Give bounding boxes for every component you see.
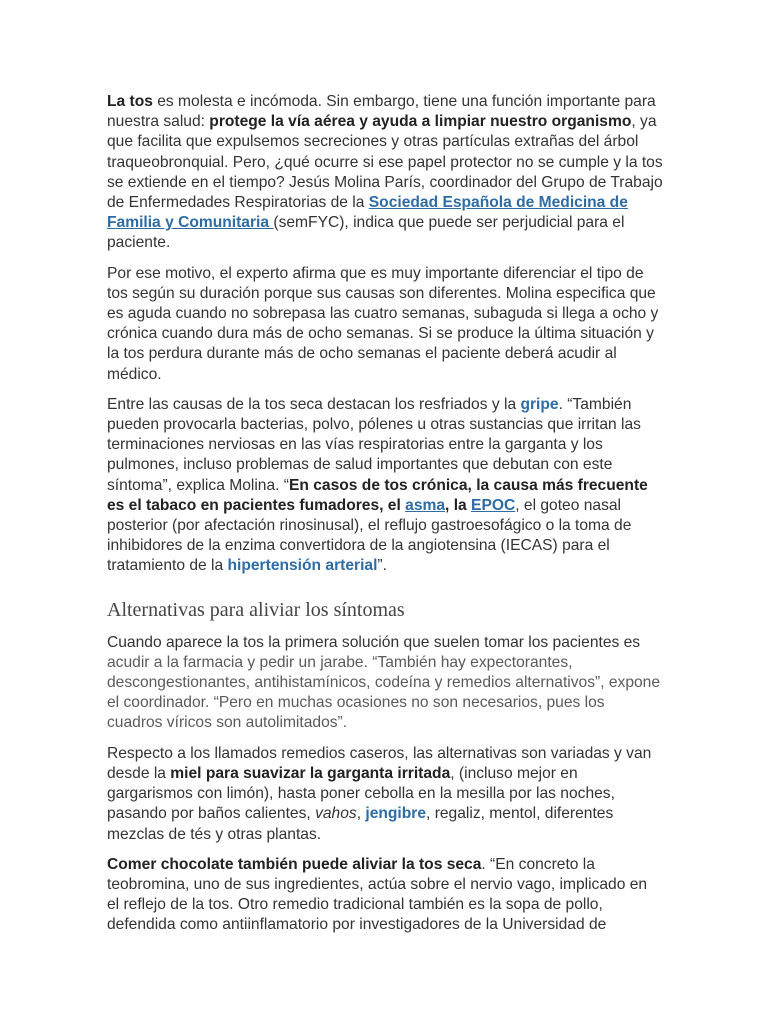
text: (semFYC), indica que puede ser perjudicial para el paciente. [107,214,625,252]
link-hipertension[interactable]: hipertensión arterial [227,557,378,575]
link-jengibre[interactable]: jengibre [365,805,427,823]
link-epoc[interactable]: EPOC [471,496,516,514]
paragraph-home-remedies [107,744,663,845]
text: ”. [377,557,387,575]
text: Entre las causas de la tos seca destacan los resfriados y la [107,395,521,413]
text: . “En concreto la teobromina, uno de sus ingredientes, actúa sobre el nervio vago, implicado en el reflejo de la tos. Otro remedio tradicional también es la sopa de pollo, defendida como antiinflamatorio por investigadores de la Universidad de [107,855,648,934]
paragraph-intro [107,92,663,254]
highlight-bold: protege la vía aérea y ayuda a limpiar nuestro organismo [209,113,632,131]
text: Respecto a los llamados remedios caseros, las alternativas son variadas y van desde la [107,744,652,782]
paragraph-pharmacy [107,633,663,734]
text: , [356,805,366,823]
text: , regaliz, mentol, diferentes mezclas de tés y otras plantas. [107,805,614,843]
link-semfyc[interactable]: Sociedad Española de Medicina de Familia y Comunitaria [107,194,628,232]
highlight-bold: miel para suavizar la garganta irritada [170,764,451,782]
text: , el goteo nasal posterior (por afectación rinosinusal), el reflujo gastroesofágico o la toma de inhibidores de la enzima convertidora de la angiotensina (IECAS) para el tratamiento de la [107,496,632,575]
paragraph-duration: Por ese motivo, el experto afirma que es muy importante diferenciar el tipo de tos según su duración porque sus causas son diferentes. Molina especifica que es aguda cuando no sobrepasa las cuatro semanas, subaguda si llega a ocho y crónica cuando dura más de ocho semanas. Si se produce la última situación y la tos perdura durante más de ocho semanas el paciente deberá acudir al médico. [107,264,659,383]
section-heading: Alternativas para aliviar los síntomas [107,598,405,621]
text: es molesta e incómoda. Sin embargo, tiene una función importante para nuestra salud: [107,93,656,131]
paragraph-causes [107,395,663,577]
link-asma[interactable]: asma [405,496,446,514]
highlight-bold: En casos de tos crónica, la causa más frecuente es el tabaco en pacientes fumadores, el [107,476,648,514]
text: Cuando aparece la tos la primera solución que suelen tomar los pacientes es [107,633,641,651]
text: . “También pueden provocarla bacterias, polvo, pólenes u otras sustancias que irritan las terminaciones nerviosas en las vías respiratorias entre la garganta y los pulmones, incluso problemas de salud importantes que debutan con este síntoma”, explica Molina. “ [107,395,641,494]
link-gripe[interactable]: gripe [520,395,559,413]
text-italic: vahos [315,805,357,823]
text-light: acudir a la farmacia y pedir un jarabe. “También hay expectorantes, descongestionantes, antihistamínicos, codeína y remedios alternativos”, expone el coordinador. “Pero en muchas ocasiones no son necesarios, pues los cuadros víricos son autolimitados”. [107,653,661,732]
article-body [107,92,663,946]
highlight-bold: , la [445,496,472,514]
highlight-bold: Comer chocolate también puede aliviar la tos seca [107,855,482,873]
paragraph-chocolate [107,855,663,936]
text: , ya que facilita que expulsemos secreciones y otras partículas extrañas del árbol traqueobronquial. Pero, ¿qué ocurre si ese papel protector no se cumple y la tos se extiende en el tiempo? Jesús Molina París, coordinador del Grupo de Trabajo de Enfermedades Respiratorias de la [107,113,663,212]
text: , (incluso mejor en gargarismos con limón), hasta poner cebolla en la mesilla por las noches, pasando por baños calientes, [107,764,615,823]
lead-bold: La tos [107,93,153,110]
